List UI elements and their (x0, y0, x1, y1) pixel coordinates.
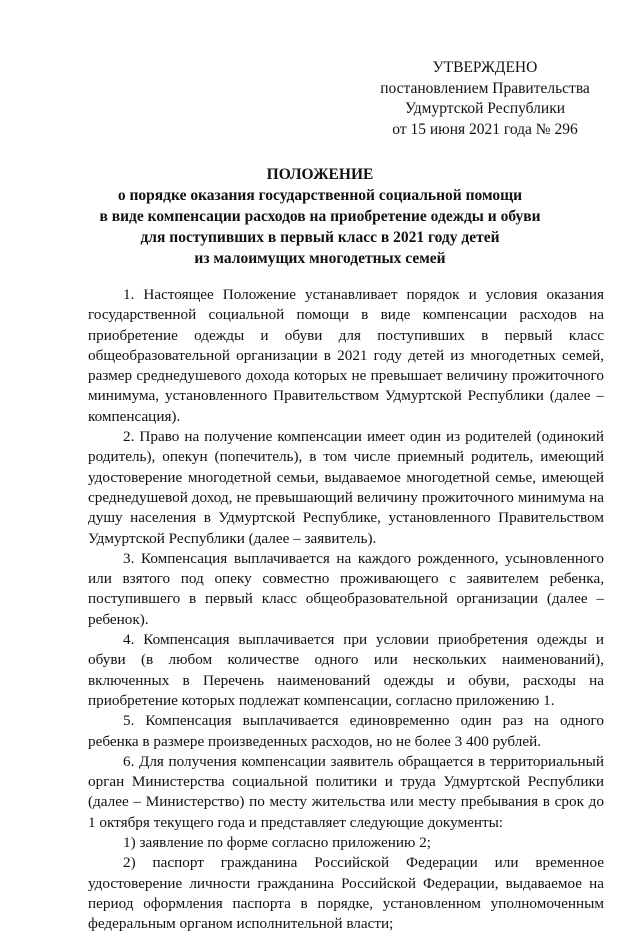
title-line-2: в виде компенсации расходов на приобретение одежды и обуви (99, 208, 541, 225)
list-item-2: 2) паспорт гражданина Российской Федерации или временное удостоверение личности гражданина Российской Федерации, выдаваемое на период оформления паспорта в порядке, установленном уполномоченным федеральным органом исполнительной власти; (88, 854, 604, 933)
title-heading: ПОЛОЖЕНИЕ (266, 166, 374, 183)
paragraph-6: 6. Для получения компенсации заявитель обращается в территориальный орган Министерства социальной политики и труда Удмуртской Республики (далее – Министерство) по месту жительства или месту пребывания в срок до 1 октября текущего года и представляет следующие документы: (88, 752, 604, 831)
document-body (88, 285, 604, 935)
approval-line-date: от 15 июня 2021 года № 296 (392, 120, 578, 138)
title-line-1: о порядке оказания государственной социальной помощи (117, 187, 523, 204)
approval-line-approved: УТВЕРЖДЕНО (432, 59, 538, 76)
paragraph-4: 4. Компенсация выплачивается при условии приобретения одежды и обуви (в любом количестве одного или нескольких наименований), включенных в Перечень наименований одежды и обуви, расходы на приобретение которых подлежат компенсации, согласно приложению 1. (88, 631, 604, 709)
list-item-1: 1) заявление по форме согласно приложению 2; (123, 834, 431, 852)
paragraph-2: 2. Право на получение компенсации имеет один из родителей (одинокий родитель), опекун (попечитель), в том числе приемный родитель, имеющий удостоверение многодетной семьи, выдаваемое многодетной семье, имеющей среднедушевой доход, не превышающий величину прожиточного минимума на душу населения в Удмуртской Республике, установленного Правительством Удмуртской Республики (далее – заявитель). (88, 428, 604, 547)
approval-line-resolution: постановлением Правительства (380, 79, 590, 97)
title-line-4: из малоимущих многодетных семей (194, 250, 446, 267)
title-line-3: для поступивших в первый класс в 2021 году детей (140, 229, 500, 246)
document-title (60, 164, 580, 269)
paragraph-3: 3. Компенсация выплачивается на каждого рожденного, усыновленного или взятого под опеку совместно проживающего с заявителем ребенка, поступившего в первый класс общеобразовательной организации (далее – ребенок). (88, 549, 604, 628)
approval-line-republic: Удмуртской Республики (404, 100, 566, 117)
paragraph-1: 1. Настоящее Положение устанавливает порядок и условия оказания государственной социальной помощи в виде компенсации расходов на приобретение одежды и обуви для поступивших в первый класс общеобразовательной организации в 2021 году детей из многодетных семей, размер среднедушевого дохода которых не превышает величину прожиточного минимума, установленного Правительством Удмуртской Республики (далее – компенсация). (88, 286, 604, 425)
approval-stamp (375, 58, 595, 140)
paragraph-5: 5. Компенсация выплачивается единовременно один раз на одного ребенка в размере произведенных расходов, но не более 3 400 рублей. (88, 712, 604, 750)
